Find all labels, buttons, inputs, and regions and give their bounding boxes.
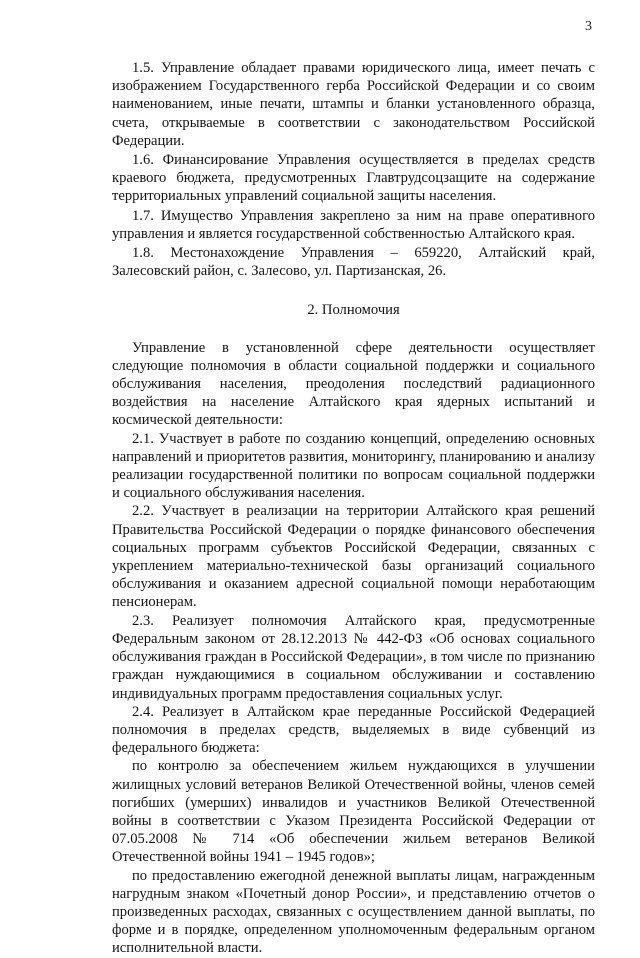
paragraph-1-8: 1.8. Местонахождение Управления – 659220, Алтайский край, Залесовский район, с. Залесово, ул. Партизанская, 26.	[112, 245, 595, 280]
paragraph-2-3: 2.3. Реализует полномочия Алтайского края, предусмотренные Федеральным законом от 28.12.2013 № 442-ФЗ «Об основах социального обслуживания граждан в Российской Федерации», в том числе по признанию граждан нуждающимися в социальном обслуживании и составлению индивидуальных программ предоставления социальных услуг.	[112, 612, 595, 702]
section-intro: Управление в установленной сфере деятельности осуществляет следующие полномочия в области социальной поддержки и социального обслуживания населения, преодоления последствий радиационного воздействия на население Алтайского края ядерных испытаний и космической деятельности:	[112, 339, 595, 429]
paragraph-1-5: 1.5. Управление обладает правами юридического лица, имеет печать с изображением Государственного герба Российской Федерации и со своим наименованием, иные печати, штампы и бланки установленного образца, счета, открываемые в соответствии с законодательством Российской Федерации.	[112, 60, 595, 149]
paragraph-1-7: 1.7. Имущество Управления закреплено за ним на праве оперативного управления и является государственной собственностью Алтайского края.	[112, 207, 595, 242]
paragraph-1-6: 1.6. Финансирование Управления осуществляется в пределах средств краевого бюджета, предусмотренных Главтрудсоцзащите на содержание территориальных управлений социальной защиты населения.	[112, 152, 595, 205]
paragraph-2-4: 2.4. Реализует в Алтайском крае переданные Российской Федерацией полномочия в пределах средств, выделяемых в виде субвенций из федерального бюджета:	[112, 703, 595, 757]
paragraph-2-1: 2.1. Участвует в работе по созданию концепций, определению основных направлений и приоритетов развития, мониторингу, планированию и анализу реализации государственной политики по вопросам социальной поддержки и социального обслуживания населения.	[112, 430, 595, 502]
sub-item-housing-control: по контролю за обеспечением жильем нуждающихся в улучшении жилищных условий ветеранов Великой Отечественной войны, членов семей погибших (умерших) инвалидов и участников Великой Отечественной войны в соответствии с Указом Президента Российской Федерации от 07.05.2008 № 714 «Об обеспечении жильем ветеранов Великой Отечественной войны 1941 – 1945 годов»;	[112, 758, 595, 866]
page-number: 3	[585, 19, 592, 34]
paragraph-2-2: 2.2. Участвует в реализации на территории Алтайского края решений Правительства Российской Федерации о порядке финансового обеспечения социальных программ субъектов Российской Федерации, связанных с укреплением материально-технической базы организаций социального обслуживания и оказанием адресной социальной помощи неработающим пенсионерам.	[112, 503, 595, 611]
document-body	[112, 59, 595, 958]
sub-item-donor-payment: по предоставлению ежегодной денежной выплаты лицам, награжденным нагрудным знаком «Почетный донор России», и представлению отчетов о произведенных расходах, связанных с осуществлением данной выплаты, по форме и в порядке, определенном уполномоченным федеральным органом исполнительной власти.	[112, 867, 595, 957]
section-heading: 2. Полномочия	[307, 302, 400, 319]
